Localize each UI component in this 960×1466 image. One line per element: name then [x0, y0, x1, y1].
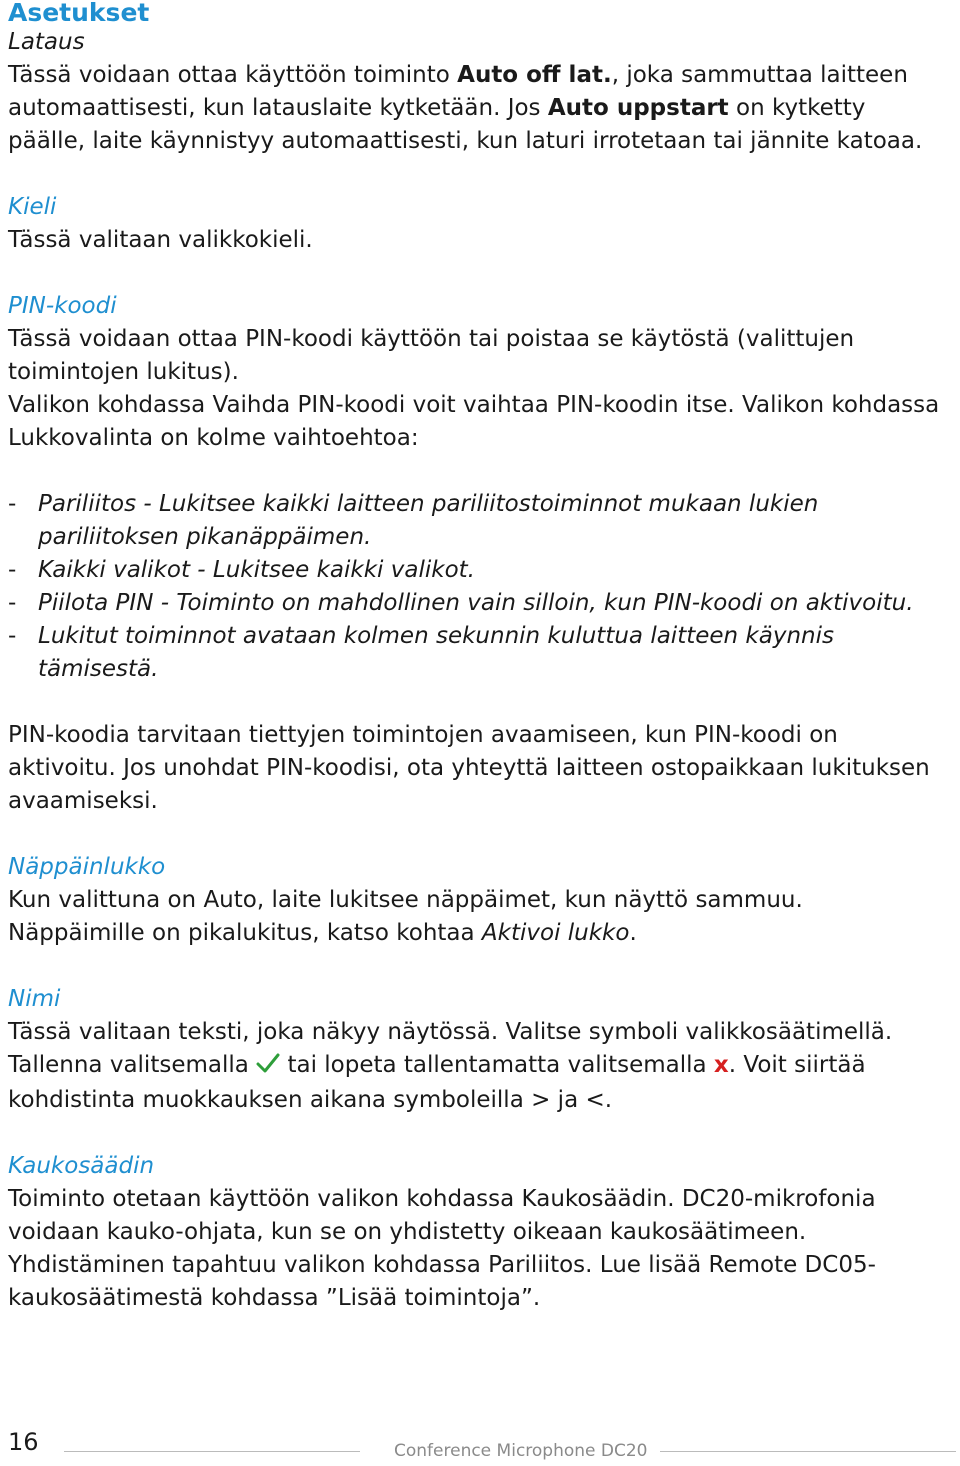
kauko-text-1: Toiminto otetaan käyttöön valikon kohdassa Kaukosäädin. DC20-mikrofonia voidaan kauko-ohjata, kun se on yhdistetty oikeaan kaukosäätimeen.: [8, 1186, 876, 1245]
footer-rule-right: [660, 1451, 956, 1452]
nimi-text-2: Tallenna valitsemalla tai lopeta tallentamatta valitsemalla x. Voit siirtää kohdistinta muokkauksen aikana symboleilla > ja <.: [8, 1052, 866, 1113]
pin-text-1: Tässä voidaan ottaa PIN-koodi käyttöön tai poistaa se käytöstä (valittujen toimintojen lukitus).: [8, 326, 855, 385]
section-lataus: [8, 26, 948, 158]
auto-uppstart-term: Auto uppstart: [547, 95, 729, 121]
kauko-text-2: Yhdistäminen tapahtuu valikon kohdassa Pariliitos. Lue lisää Remote DC05-kaukosäätimestä kohdassa ”Lisää toimintoja”.: [8, 1252, 876, 1311]
section-heading-lataus: Lataus: [8, 29, 85, 55]
page-title: Asetukset: [8, 0, 150, 27]
section-nappainlukko: [8, 851, 948, 950]
page: [8, 0, 948, 1315]
list-item: - Piilota PIN - Toiminto on mahdollinen vain silloin, kun PIN-koodi on aktivoitu.: [8, 590, 914, 616]
pin-text-3: PIN-koodia tarvitaan tiettyjen toimintojen avaamiseen, kun PIN-koodi on aktivoitu. Jos unohdat PIN-koodisi, ota yhteyttä laitteen ostopaikkaan lukituksen avaamiseksi.: [8, 722, 930, 814]
check-icon: [256, 1051, 280, 1084]
list-item: - Lukitut toiminnot avataan kolmen sekunnin kuluttua laitteen käynnis tämisestä.: [8, 623, 834, 682]
list-item: - Pariliitos - Lukitsee kaikki laitteen pariliitostoiminnot mukaan lukien pariliitoksen pikanäppäimen.: [8, 491, 819, 550]
section-nimi: [8, 983, 948, 1117]
nimi-text-1: Tässä valitaan teksti, joka näkyy näytössä. Valitse symboli valikkosäätimellä.: [8, 1019, 893, 1045]
section-heading-kieli: Kieli: [8, 194, 57, 220]
list-item: - Kaikki valikot - Lukitsee kaikki valikot.: [8, 557, 475, 583]
pin-text-2: Valikon kohdassa Vaihda PIN-koodi voit vaihtaa PIN-koodin itse. Valikon kohdassa Lukkovalinta on kolme vaihtoehtoa:: [8, 392, 940, 451]
kieli-text: Tässä valitaan valikkokieli.: [8, 227, 313, 253]
footer-product-name: Conference Microphone DC20: [394, 1441, 648, 1461]
section-kaukosaadin: [8, 1150, 948, 1315]
footer-rule-left: [64, 1451, 360, 1452]
cancel-x-mark: x: [713, 1052, 729, 1078]
page-number: 16: [8, 1428, 39, 1456]
auto-off-term: Auto off lat.: [457, 62, 612, 88]
section-kieli: [8, 191, 948, 257]
section-heading-pin: PIN-koodi: [8, 293, 117, 319]
nappain-text-1: Kun valittuna on Auto, laite lukitsee näppäimet, kun näyttö sammuu.: [8, 887, 803, 913]
nappain-text-2: Näppäimille on pikalukitus, katso kohtaa Aktivoi lukko.: [8, 920, 637, 946]
section-heading-nappainlukko: Näppäinlukko: [8, 854, 166, 880]
lataus-text: Tässä voidaan ottaa käyttöön toiminto Auto off lat., joka sammuttaa laitteen automaattisesti, kun latauslaite kytketään. Jos Auto uppstart on kytketty päälle, laite käynnistyy automaattisesti, kun laturi irrotetaan tai jännite katoaa.: [8, 62, 923, 154]
aktivoi-lukko-ref: Aktivoi lukko: [481, 920, 630, 946]
section-heading-kaukosaadin: Kaukosäädin: [8, 1153, 155, 1179]
lock-options-list: [8, 488, 948, 686]
section-pin: [8, 290, 948, 818]
section-heading-nimi: Nimi: [8, 986, 61, 1012]
page-footer: [0, 1425, 960, 1465]
